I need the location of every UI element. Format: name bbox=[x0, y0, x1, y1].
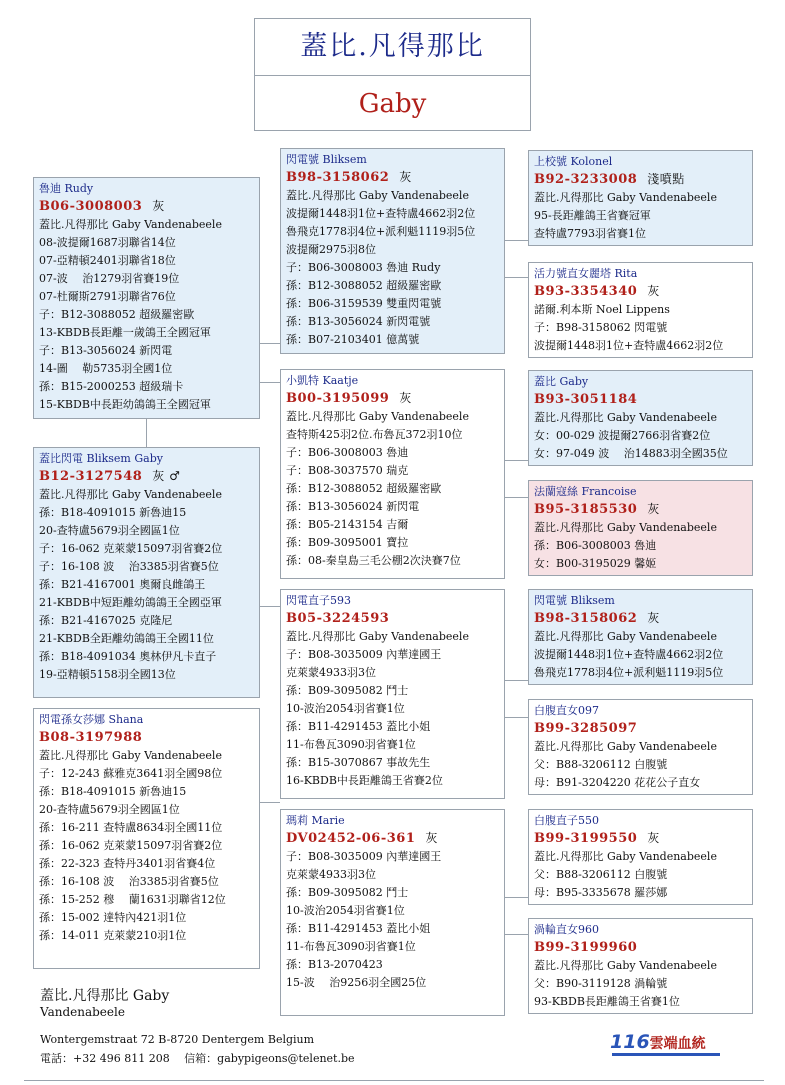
bird-details bbox=[534, 189, 752, 243]
bird-color: 灰 bbox=[647, 611, 660, 625]
detail-line: 父：B90-3119128 渦輪號 bbox=[534, 977, 668, 990]
detail-line: 21-KBDB中短距離幼鴿鴿王全國亞軍 bbox=[39, 596, 222, 609]
detail-line: 蓋比.凡得那比 Gaby Vandenabeele bbox=[534, 191, 717, 204]
brand-logo bbox=[610, 1031, 706, 1053]
logo-number: 116 bbox=[610, 1031, 650, 1053]
detail-line: 父：B88-3206112 白腹號 bbox=[534, 758, 668, 771]
ring-number bbox=[534, 390, 752, 409]
ring-number bbox=[39, 467, 259, 486]
bird-details bbox=[534, 738, 752, 792]
detail-line: 孫：B15-3070867 事故先生 bbox=[286, 756, 431, 769]
bird-name: 瑪莉 Marie bbox=[286, 814, 345, 827]
ring-code: B99-3285097 bbox=[534, 721, 638, 736]
bird-details bbox=[286, 408, 504, 570]
detail-line: 孫：B11-4291453 蓋比小姐 bbox=[286, 922, 431, 935]
ring-number bbox=[534, 938, 752, 957]
pedigree-box-dam-dam-sire bbox=[528, 809, 753, 905]
detail-line: 孫：B13-3056024 新閃電 bbox=[286, 500, 420, 513]
title-english: Gaby bbox=[358, 89, 427, 119]
detail-line: 子：16-062 克萊蒙15097羽省賽2位 bbox=[39, 542, 223, 555]
detail-line: 19-亞精頓5158羽全國13位 bbox=[39, 668, 176, 681]
detail-line: 20-查特盧5679羽全國區1位 bbox=[39, 524, 180, 537]
pedigree-box-sire-sire bbox=[280, 148, 505, 354]
connector-line bbox=[260, 802, 280, 803]
bird-color: 灰 bbox=[425, 831, 438, 845]
bird-details bbox=[534, 301, 752, 355]
detail-line: 孫：16-211 查特盧8634羽全國11位 bbox=[39, 821, 223, 834]
ring-number bbox=[286, 829, 504, 848]
pedigree-box-sire bbox=[33, 177, 260, 419]
bird-details bbox=[286, 628, 504, 790]
bottom-divider bbox=[24, 1080, 764, 1081]
detail-line: 95-長距離鴿王省賽冠軍 bbox=[534, 209, 651, 222]
detail-line: 11-布魯瓦3090羽省賽1位 bbox=[286, 940, 416, 953]
bird-name: 白腹直女097 bbox=[534, 704, 599, 717]
connector-line bbox=[505, 277, 528, 278]
detail-line: 孫：B13-2070423 bbox=[286, 958, 383, 971]
detail-line: 母：B95-3335678 羅莎娜 bbox=[534, 886, 668, 899]
detail-line: 子：B06-3008003 魯迪 bbox=[286, 446, 409, 459]
detail-line: 蓋比.凡得那比 Gaby Vandenabeele bbox=[286, 630, 469, 643]
detail-line: 孫：B12-3088052 超級羅密歐 bbox=[286, 482, 442, 495]
pedigree-box-sire-sire-dam bbox=[528, 262, 753, 358]
detail-line: 08-波提爾1687羽聯省14位 bbox=[39, 236, 176, 249]
detail-line: 孫：B21-4167001 奧爾良雌鴿王 bbox=[39, 578, 206, 591]
ring-number bbox=[286, 609, 504, 628]
pedigree-box-dam-dam bbox=[280, 809, 505, 1016]
bird-name: 蓋比 Gaby bbox=[534, 375, 589, 388]
ring-number bbox=[534, 609, 752, 628]
bird-color: 灰 bbox=[647, 502, 660, 516]
bird-name: 閃電號 Bliksem bbox=[534, 594, 615, 607]
detail-line: 孫：B06-3159539 雙重閃電號 bbox=[286, 297, 442, 310]
detail-line: 20-查特盧5679羽全國區1位 bbox=[39, 803, 180, 816]
owner-name-en: Vandenabeele bbox=[40, 1005, 125, 1019]
detail-line: 孫：B18-4091015 新魯迪15 bbox=[39, 785, 187, 798]
detail-line: 14-圖 勒5735羽全國1位 bbox=[39, 362, 173, 375]
detail-line: 子：B12-3088052 超級羅密歐 bbox=[39, 308, 195, 321]
detail-line: 孫：14-011 克萊蒙210羽1位 bbox=[39, 929, 187, 942]
connector-line bbox=[505, 897, 528, 898]
detail-line: 女：00-029 波提爾2766羽省賽2位 bbox=[534, 429, 711, 442]
detail-line: 蓋比.凡得那比 Gaby Vandenabeele bbox=[534, 850, 717, 863]
connector-line bbox=[505, 240, 528, 241]
detail-line: 蓋比.凡得那比 Gaby Vandenabeele bbox=[39, 749, 222, 762]
bird-details bbox=[286, 187, 504, 349]
detail-line: 07-亞精頓2401羽聯省18位 bbox=[39, 254, 176, 267]
bird-details bbox=[534, 409, 752, 463]
pedigree-box-dam-sire-dam bbox=[528, 699, 753, 795]
detail-line: 孫：B06-3008003 魯迪 bbox=[534, 539, 657, 552]
detail-line: 蓋比.凡得那比 Gaby Vandenabeele bbox=[39, 218, 222, 231]
bird-name: 閃電孫女莎娜 Shana bbox=[39, 713, 144, 726]
ring-number bbox=[39, 197, 259, 216]
bird-details bbox=[534, 848, 752, 902]
detail-line: 93-KBDB長距離鴿王省賽1位 bbox=[534, 995, 680, 1008]
detail-line: 孫：08-秦皇島三毛公棚2次決賽7位 bbox=[286, 554, 461, 567]
bird-details bbox=[39, 486, 259, 684]
bird-color: 灰 ♂ bbox=[152, 469, 181, 483]
pedigree-box-dam-sire bbox=[280, 589, 505, 799]
connector-line bbox=[146, 418, 147, 447]
detail-line: 孫：16-062 克萊蒙15097羽省賽2位 bbox=[39, 839, 223, 852]
detail-line: 孫：B11-4291453 蓋比小姐 bbox=[286, 720, 431, 733]
connector-line bbox=[260, 382, 280, 383]
ring-number bbox=[534, 500, 752, 519]
owner-contact: 電話：+32 496 811 208 信箱：gabypigeons@telenet.be bbox=[40, 1052, 355, 1065]
detail-line: 魯飛克1778羽4位+派利魁1119羽5位 bbox=[534, 666, 724, 679]
detail-line: 10-波治2054羽省賽1位 bbox=[286, 702, 405, 715]
detail-line: 父：B88-3206112 白腹號 bbox=[534, 868, 668, 881]
ring-code: DV02452-06-361 bbox=[286, 831, 416, 846]
detail-line: 子：B08-3035009 內華達國王 bbox=[286, 850, 442, 863]
detail-line: 子：B08-3037570 瑞克 bbox=[286, 464, 409, 477]
detail-line: 子：B08-3035009 內華達國王 bbox=[286, 648, 442, 661]
bird-details bbox=[286, 848, 504, 992]
detail-line: 11-布魯瓦3090羽省賽1位 bbox=[286, 738, 416, 751]
pedigree-box-dam-sire-sire bbox=[528, 589, 753, 685]
pedigree-box-sire-dam bbox=[280, 369, 505, 579]
ring-number bbox=[534, 170, 752, 189]
detail-line: 孫：B12-3088052 超級羅密歐 bbox=[286, 279, 442, 292]
ring-code: B12-3127548 bbox=[39, 469, 143, 484]
bird-name: 白腹直子550 bbox=[534, 814, 599, 827]
detail-line: 蓋比.凡得那比 Gaby Vandenabeele bbox=[39, 488, 222, 501]
bird-name: 活力號直女麗塔 Rita bbox=[534, 267, 638, 280]
pedigree-box-dam bbox=[33, 447, 260, 698]
detail-line: 蓋比.凡得那比 Gaby Vandenabeele bbox=[534, 959, 717, 972]
bird-color: 灰 bbox=[647, 284, 660, 298]
connector-line bbox=[505, 717, 528, 718]
title-box bbox=[254, 18, 531, 131]
detail-line: 15-KBDB中長距幼鴿鴿王全國冠軍 bbox=[39, 398, 211, 411]
detail-line: 蓋比.凡得那比 Gaby Vandenabeele bbox=[534, 411, 717, 424]
bird-name: 魯迪 Rudy bbox=[39, 182, 94, 195]
logo-text: 雲端血統 bbox=[649, 1036, 706, 1052]
title-chinese: 蓋比.凡得那比 bbox=[255, 19, 530, 76]
detail-line: 15-波 治9256羽全國25位 bbox=[286, 976, 427, 989]
connector-line bbox=[505, 460, 528, 461]
detail-line: 孫：B07-2103401 億萬號 bbox=[286, 333, 420, 346]
ring-code: B99-3199550 bbox=[534, 831, 638, 846]
detail-line: 女：97-049 波 治14883羽全國35位 bbox=[534, 447, 728, 460]
ring-code: B05-3224593 bbox=[286, 611, 390, 626]
detail-line: 孫：B13-3056024 新閃電號 bbox=[286, 315, 431, 328]
bird-details bbox=[534, 519, 752, 573]
detail-line: 孫：22-323 查特丹3401羽省賽4位 bbox=[39, 857, 216, 870]
detail-line: 子：B06-3008003 魯迪 Rudy bbox=[286, 261, 441, 274]
bird-color: 灰 bbox=[399, 391, 412, 405]
pedigree-box-sire-sire-sire bbox=[528, 150, 753, 246]
detail-line: 波提爾1448羽1位+查特盧4662羽2位 bbox=[534, 648, 724, 661]
detail-line: 克萊蒙4933羽3位 bbox=[286, 868, 376, 881]
ring-number bbox=[534, 829, 752, 848]
bird-name: 渦輪直女960 bbox=[534, 923, 599, 936]
detail-line: 子：B13-3056024 新閃電 bbox=[39, 344, 173, 357]
detail-line: 波提爾1448羽1位+查特盧4662羽2位 bbox=[286, 207, 476, 220]
detail-line: 克萊蒙4933羽3位 bbox=[286, 666, 376, 679]
detail-line: 16-KBDB中長距離鴿王省賽2位 bbox=[286, 774, 443, 787]
pedigree-box-sire-dam-dam bbox=[528, 480, 753, 576]
detail-line: 子：12-243 蘇雅克3641羽全國98位 bbox=[39, 767, 223, 780]
bird-name: 上校號 Kolonel bbox=[534, 155, 613, 168]
detail-line: 波提爾2975羽8位 bbox=[286, 243, 376, 256]
ring-number bbox=[286, 168, 504, 187]
bird-name: 法蘭寇絲 Francoise bbox=[534, 485, 637, 498]
ring-code: B00-3195099 bbox=[286, 391, 390, 406]
bird-details bbox=[534, 957, 752, 1011]
detail-line: 蓋比.凡得那比 Gaby Vandenabeele bbox=[286, 189, 469, 202]
detail-line: 21-KBDB全距離幼鴿鴿王全國11位 bbox=[39, 632, 214, 645]
ring-code: B93-3354340 bbox=[534, 284, 638, 299]
detail-line: 蓋比.凡得那比 Gaby Vandenabeele bbox=[534, 740, 717, 753]
detail-line: 蓋比.凡得那比 Gaby Vandenabeele bbox=[286, 410, 469, 423]
logo-underline bbox=[612, 1053, 720, 1056]
detail-line: 子：B98-3158062 閃電號 bbox=[534, 321, 668, 334]
pedigree-box-dam-dam-dam bbox=[528, 918, 753, 1014]
ring-code: B93-3051184 bbox=[534, 392, 638, 407]
detail-line: 蓋比.凡得那比 Gaby Vandenabeele bbox=[534, 630, 717, 643]
detail-line: 孫：15-002 達特內421羽1位 bbox=[39, 911, 187, 924]
pedigree-box-third bbox=[33, 708, 260, 969]
detail-line: 查特盧7793羽省賽1位 bbox=[534, 227, 646, 240]
detail-line: 孫：B05-2143154 吉爾 bbox=[286, 518, 409, 531]
ring-number bbox=[286, 389, 504, 408]
detail-line: 13-KBDB長距離一歲鴿王全國冠軍 bbox=[39, 326, 211, 339]
connector-line bbox=[505, 680, 528, 681]
bird-name: 閃電直子593 bbox=[286, 594, 351, 607]
detail-line: 子：16-108 波 治3385羽省賽5位 bbox=[39, 560, 219, 573]
bird-color: 灰 bbox=[399, 170, 412, 184]
bird-color: 淺噴點 bbox=[647, 172, 685, 186]
connector-line bbox=[260, 606, 280, 607]
detail-line: 孫：B21-4167025 克隆尼 bbox=[39, 614, 173, 627]
bird-color: 灰 bbox=[647, 831, 660, 845]
bird-name: 閃電號 Bliksem bbox=[286, 153, 367, 166]
ring-code: B06-3008003 bbox=[39, 199, 143, 214]
pedigree-box-sire-dam-sire bbox=[528, 370, 753, 466]
detail-line: 孫：B15-2000253 超級瑞卡 bbox=[39, 380, 184, 393]
detail-line: 波提爾1448羽1位+查特盧4662羽2位 bbox=[534, 339, 724, 352]
owner-name-cn: 蓋比.凡得那比 Gaby bbox=[40, 988, 170, 1004]
detail-line: 孫：15-252 穆 蘭1631羽聯省12位 bbox=[39, 893, 226, 906]
detail-line: 10-波治2054羽省賽1位 bbox=[286, 904, 405, 917]
connector-line bbox=[260, 343, 280, 344]
detail-line: 女：B00-3195029 馨姬 bbox=[534, 557, 657, 570]
bird-details bbox=[39, 747, 259, 945]
bird-color: 灰 bbox=[152, 199, 165, 213]
ring-number bbox=[534, 719, 752, 738]
detail-line: 07-杜爾斯2791羽聯省76位 bbox=[39, 290, 176, 303]
detail-line: 孫：B09-3095001 寶拉 bbox=[286, 536, 409, 549]
ring-code: B98-3158062 bbox=[534, 611, 638, 626]
ring-number bbox=[39, 728, 259, 747]
detail-line: 孫：B18-4091015 新魯迪15 bbox=[39, 506, 187, 519]
detail-line: 孫：B09-3095082 鬥士 bbox=[286, 684, 409, 697]
ring-code: B08-3197988 bbox=[39, 730, 143, 745]
bird-name: 蓋比閃電 Bliksem Gaby bbox=[39, 452, 163, 465]
ring-number bbox=[534, 282, 752, 301]
ring-code: B99-3199960 bbox=[534, 940, 638, 955]
detail-line: 孫：16-108 波 治3385羽省賽5位 bbox=[39, 875, 219, 888]
detail-line: 蓋比.凡得那比 Gaby Vandenabeele bbox=[534, 521, 717, 534]
owner-address: Wontergemstraat 72 B-8720 Dentergem Belgium bbox=[40, 1033, 315, 1046]
ring-code: B95-3185530 bbox=[534, 502, 638, 517]
connector-line bbox=[505, 497, 528, 498]
bird-details bbox=[534, 628, 752, 682]
bird-name: 小凱特 Kaatje bbox=[286, 374, 359, 387]
ring-code: B92-3233008 bbox=[534, 172, 638, 187]
detail-line: 07-波 治1279羽省賽19位 bbox=[39, 272, 180, 285]
detail-line: 查特斯425羽2位.布魯瓦372羽10位 bbox=[286, 428, 463, 441]
detail-line: 孫：B18-4091034 奧林伊凡卡直子 bbox=[39, 650, 217, 663]
connector-line bbox=[505, 934, 528, 935]
detail-line: 孫：B09-3095082 鬥士 bbox=[286, 886, 409, 899]
detail-line: 魯飛克1778羽4位+派利魁1119羽5位 bbox=[286, 225, 476, 238]
detail-line: 諾爾.利本斯 Noel Lippens bbox=[534, 303, 670, 316]
detail-line: 母：B91-3204220 花花公子直女 bbox=[534, 776, 701, 789]
bird-details bbox=[39, 216, 259, 414]
ring-code: B98-3158062 bbox=[286, 170, 390, 185]
